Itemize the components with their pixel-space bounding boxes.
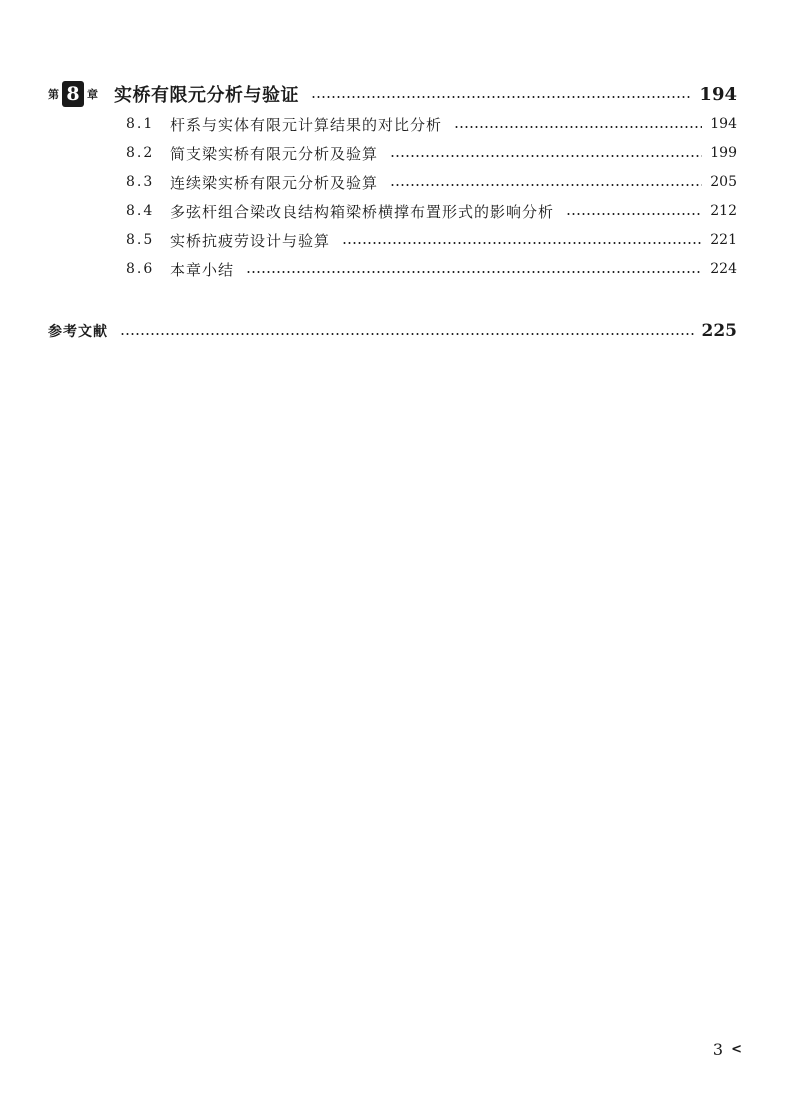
dot-leader — [454, 126, 702, 128]
chapter-prefix: 第 — [48, 88, 59, 101]
dot-leader — [311, 96, 691, 98]
dot-leader — [120, 333, 694, 335]
dot-leader — [342, 242, 702, 244]
section-title: 杆系与实体有限元计算结果的对比分析 — [170, 115, 443, 134]
section-page-number: 205 — [710, 174, 737, 190]
toc-references[interactable] — [48, 318, 737, 344]
references-title: 参考文献 — [48, 324, 108, 340]
section-title: 简支梁实桥有限元分析及验算 — [170, 144, 379, 163]
section-title: 本章小结 — [170, 260, 235, 279]
page-footer — [713, 1040, 742, 1059]
section-number: 8.5 — [126, 232, 155, 248]
section-number: 8.2 — [126, 145, 155, 161]
section-number: 8.4 — [126, 203, 155, 219]
section-page-number: 221 — [710, 232, 737, 248]
toc-section-8-6[interactable] — [126, 258, 737, 280]
section-number: 8.1 — [126, 116, 155, 132]
dot-leader — [246, 271, 702, 273]
section-title: 多弦杆组合梁改良结构箱梁桥横撑布置形式的影响分析 — [170, 202, 555, 221]
section-title: 连续梁实桥有限元分析及验算 — [170, 173, 379, 192]
chapter-title: 实桥有限元分析与验证 — [114, 85, 299, 106]
section-page-number: 199 — [710, 145, 737, 161]
dot-leader — [390, 184, 702, 186]
dot-leader — [390, 155, 702, 157]
toc-section-8-2[interactable] — [126, 142, 737, 164]
chapter-8-entry[interactable] — [48, 80, 737, 108]
dot-leader — [566, 213, 702, 215]
chapter-number-badge: 8 — [62, 81, 84, 107]
section-page-number: 224 — [710, 261, 737, 277]
page-number: 3 — [712, 1040, 724, 1059]
toc-section-8-5[interactable] — [126, 229, 737, 251]
references-page-number: 225 — [701, 321, 737, 341]
chapter-suffix: 章 — [87, 88, 98, 101]
toc-section-8-1[interactable] — [126, 113, 737, 135]
section-page-number: 212 — [710, 203, 737, 219]
toc-section-8-3[interactable] — [126, 171, 737, 193]
section-number: 8.6 — [126, 261, 155, 277]
section-title: 实桥抗疲劳设计与验算 — [170, 231, 331, 250]
chapter-page-number: 194 — [699, 83, 737, 105]
left-arrow-icon: < — [731, 1042, 742, 1057]
toc-section-8-4[interactable] — [126, 200, 737, 222]
section-number: 8.3 — [126, 174, 155, 190]
section-page-number: 194 — [710, 116, 737, 132]
